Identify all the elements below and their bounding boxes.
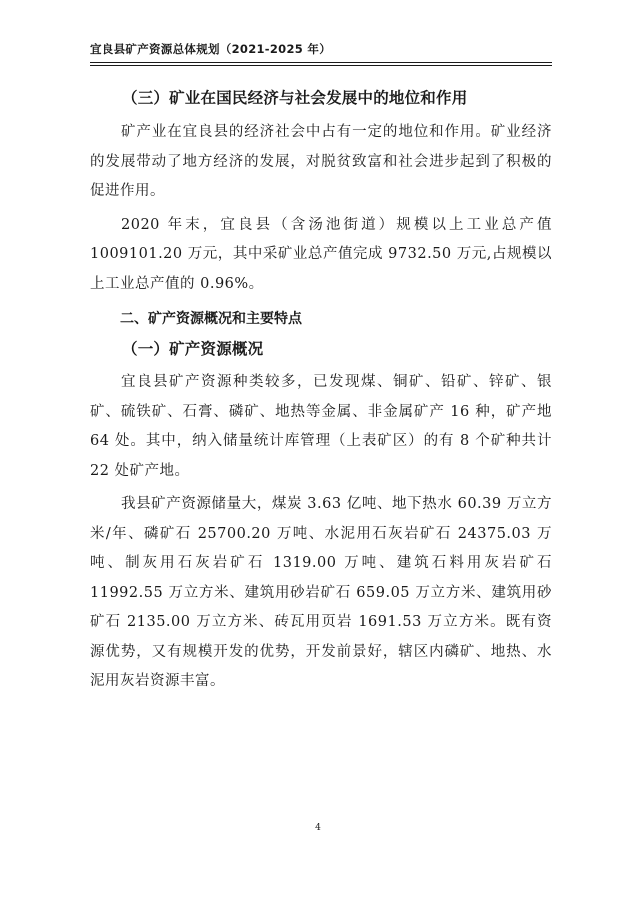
paragraph-output-value: 2020 年末，宜良县（含汤池街道）规模以上工业总产值 1009101.20 万元，其中采矿业总产值完成 9732.50 万元,占规模以上工业总产值的 0.96%。 [90, 216, 552, 292]
chapter-heading-2: 二、矿产资源概况和主要特点 [120, 311, 302, 327]
page-number: 4 [315, 823, 321, 833]
section-heading-3: （三）矿业在国民经济与社会发展中的地位和作用 [122, 89, 468, 107]
running-header: 宜良县矿产资源总体规划（2021-2025 年） [90, 41, 552, 63]
paragraph-mining-role: 矿产业在宜良县的经济社会中占有一定的地位和作用。矿业经济的发展带动了地方经济的发展，对脱贫致富和社会进步起到了积极的促进作用。 [90, 124, 552, 199]
paragraph-resource-reserves: 我县矿产资源储量大，煤炭 3.63 亿吨、地下热水 60.39 万立方米/年、磷矿石 25700.20 万吨、水泥用石灰岩矿石 24375.03 万吨、制灰用石灰岩矿石 1319.00 万吨、建筑石料用灰岩矿石 11992.55 万立方米、建筑用砂岩矿石 659.05 万立方米、建筑用砂矿石 2135.00 万立方米、砖瓦用页岩 1691.53 万立方米。既有资源优势，又有规模开发的优势，开发前景好，辖区内磷矿、地热、水泥用灰岩资源丰富。 [90, 496, 552, 689]
paragraph-resource-types: 宜良县矿产资源种类较多，已发现煤、铜矿、铅矿、锌矿、银矿、硫铁矿、石膏、磷矿、地热等金属、非金属矿产 16 种，矿产地 64 处。其中，纳入储量统计库管理（上表矿区）的有 8 个矿种共计 22 处矿产地。 [90, 374, 552, 479]
section-heading-1: （一）矿产资源概况 [122, 340, 264, 358]
page-body [90, 86, 552, 697]
